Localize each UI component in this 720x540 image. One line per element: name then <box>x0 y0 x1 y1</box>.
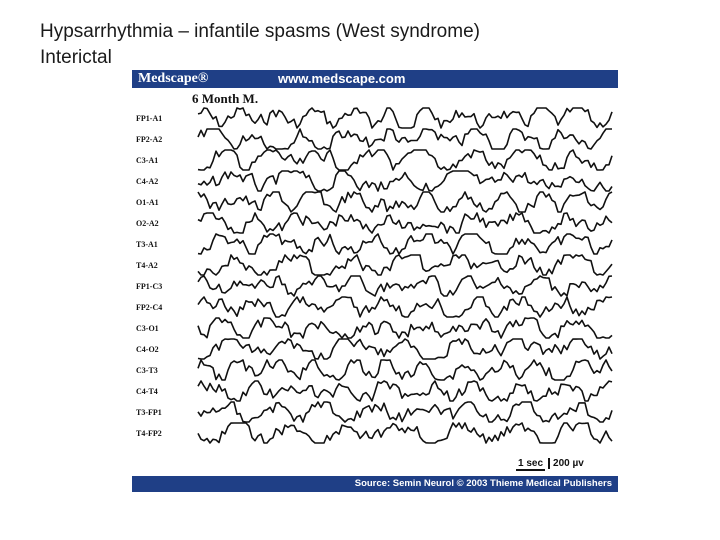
channel-label: C3-A1 <box>136 156 159 165</box>
eeg-trace <box>198 318 612 338</box>
slide-subtitle: Interictal <box>40 47 112 68</box>
eeg-trace <box>198 192 612 212</box>
channel-label: O1-A1 <box>136 198 159 207</box>
channel-label: T3-FP1 <box>136 408 162 417</box>
eeg-trace <box>198 213 612 233</box>
eeg-trace <box>198 339 612 359</box>
channel-label: FP2-A2 <box>136 135 163 144</box>
channel-label: T4-FP2 <box>136 429 162 438</box>
footer-banner <box>132 476 618 492</box>
channel-label: FP1-C3 <box>136 282 163 291</box>
eeg-trace <box>198 150 612 170</box>
medscape-logo: Medscape® <box>138 71 209 86</box>
eeg-trace <box>198 255 612 275</box>
channel-label: C3-T3 <box>136 366 158 375</box>
eeg-trace <box>198 297 612 317</box>
channel-label: C3-O1 <box>136 324 159 333</box>
channel-label: T3-A1 <box>136 240 158 249</box>
channel-label: FP1-A1 <box>136 114 163 123</box>
eeg-trace <box>198 234 612 254</box>
channel-label: C4-O2 <box>136 345 159 354</box>
source-credit: Source: Semin Neurol © 2003 Thieme Medical Publishers <box>354 478 612 489</box>
channel-label: T4-A2 <box>136 261 158 270</box>
eeg-trace <box>198 423 612 443</box>
eeg-trace <box>198 171 612 191</box>
slide-title: Hypsarrhythmia – infantile spasms (West syndrome) <box>40 21 480 42</box>
eeg-trace <box>198 360 612 380</box>
eeg-traces <box>132 104 618 454</box>
eeg-trace <box>198 381 612 401</box>
eeg-trace <box>198 276 612 296</box>
eeg-trace <box>198 108 612 128</box>
eeg-figure <box>132 70 618 492</box>
eeg-trace <box>198 129 612 149</box>
eeg-trace <box>198 402 612 422</box>
banner-url: www.medscape.com <box>278 71 406 86</box>
channel-label: FP2-C4 <box>136 303 163 312</box>
amplitude-scale: 200 µv <box>548 458 584 469</box>
channel-label: C4-A2 <box>136 177 159 186</box>
header-banner <box>132 70 618 88</box>
channel-label: O2-A2 <box>136 219 159 228</box>
channel-label: C4-T4 <box>136 387 158 396</box>
subject-label: 6 Month M. <box>192 91 259 106</box>
time-scale: 1 sec <box>518 458 544 469</box>
scale-bar <box>516 458 584 470</box>
